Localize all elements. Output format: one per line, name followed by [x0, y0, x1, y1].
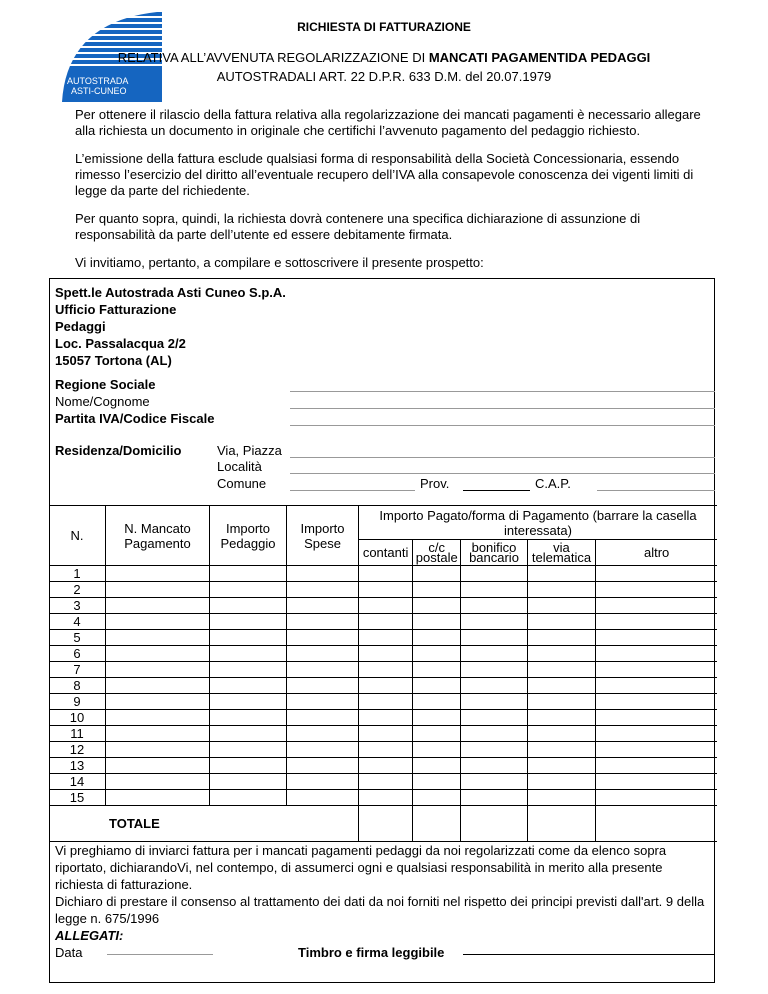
sub-telematica: via telematica: [527, 540, 596, 566]
sub-contanti: contanti: [359, 540, 413, 566]
col-header-n: N.: [49, 506, 106, 566]
paragraph-3: Per quanto sopra, quindi, la richiesta dovrà contenere una specifica dichiarazione di assunzione di responsabilità da parte dell’utente ed essere debitamente firmata.: [75, 211, 641, 242]
sub-bancario: bonifico bancario: [461, 540, 527, 566]
table-cell[interactable]: [359, 710, 413, 726]
table-cell[interactable]: [527, 726, 596, 742]
nome-label: Nome/Cognome: [55, 394, 150, 409]
table-cell[interactable]: [413, 566, 461, 582]
table-cell[interactable]: [527, 742, 596, 758]
row-number: 1: [49, 566, 106, 582]
table-cell[interactable]: [413, 646, 461, 662]
row-number: 4: [49, 614, 106, 630]
table-cell[interactable]: [461, 694, 527, 710]
table-cell[interactable]: [461, 582, 527, 598]
table-row: [49, 742, 717, 758]
table-cell[interactable]: [287, 790, 359, 806]
totale-label: TOTALE: [49, 806, 359, 842]
row-number: 12: [49, 742, 106, 758]
address-line-4: Loc. Passalacqua 2/2: [55, 336, 186, 351]
table-cell[interactable]: [596, 790, 717, 806]
table-row: [49, 662, 717, 678]
table-cell[interactable]: [359, 678, 413, 694]
table-cell[interactable]: [596, 646, 717, 662]
table-cell[interactable]: [461, 726, 527, 742]
table-cell[interactable]: [527, 582, 596, 598]
table-row: [49, 726, 717, 742]
table-row: [49, 582, 717, 598]
table-cell[interactable]: [210, 630, 287, 646]
table-cell[interactable]: [413, 582, 461, 598]
table-cell[interactable]: [106, 630, 210, 646]
table-cell[interactable]: [413, 598, 461, 614]
table-cell[interactable]: [359, 758, 413, 774]
table-cell[interactable]: [527, 662, 596, 678]
table-cell[interactable]: [527, 630, 596, 646]
table-cell[interactable]: [210, 694, 287, 710]
table-row: [49, 646, 717, 662]
firma-field[interactable]: [463, 954, 715, 955]
table-cell[interactable]: [106, 582, 210, 598]
row-number: 15: [49, 790, 106, 806]
table-cell[interactable]: [413, 726, 461, 742]
piva-label: Partita IVA/Codice Fiscale: [55, 411, 215, 426]
table-row: [49, 710, 717, 726]
table-cell[interactable]: [527, 646, 596, 662]
table-cell[interactable]: [359, 694, 413, 710]
table-cell[interactable]: [287, 582, 359, 598]
table-cell[interactable]: [287, 598, 359, 614]
table-cell[interactable]: [359, 566, 413, 582]
table-cell[interactable]: [596, 614, 717, 630]
row-number: 8: [49, 678, 106, 694]
table-cell[interactable]: [359, 614, 413, 630]
localita-label: Località: [217, 459, 262, 474]
table-cell[interactable]: [413, 790, 461, 806]
table-row: [49, 566, 717, 582]
allegati-label: ALLEGATI:: [55, 928, 124, 943]
table-cell[interactable]: [527, 678, 596, 694]
cap-label: C.A.P.: [535, 476, 571, 491]
prov-field[interactable]: [463, 490, 530, 491]
table-cell[interactable]: [413, 710, 461, 726]
row-number: 13: [49, 758, 106, 774]
table-cell[interactable]: [413, 774, 461, 790]
table-cell[interactable]: [210, 662, 287, 678]
table-cell[interactable]: [106, 694, 210, 710]
prov-label: Prov.: [420, 476, 450, 491]
comune-label: Comune: [217, 476, 267, 491]
data-field[interactable]: [107, 954, 213, 955]
table-cell[interactable]: [287, 614, 359, 630]
address-line-3: Pedaggi: [55, 319, 106, 334]
table-cell[interactable]: [359, 790, 413, 806]
table-cell[interactable]: [461, 614, 527, 630]
table-cell[interactable]: [210, 742, 287, 758]
comune-field[interactable]: [290, 490, 415, 491]
sub-postale: c/c postale: [413, 540, 461, 566]
payments-table: [49, 505, 717, 842]
nome-field[interactable]: [290, 408, 715, 409]
table-cell[interactable]: [596, 662, 717, 678]
address-line-5: 15057 Tortona (AL): [55, 353, 172, 368]
table-cell[interactable]: [106, 726, 210, 742]
footer-text-2: Dichiaro di prestare il consenso al trattamento dei dati da noi forniti nel rispetto dei principi previsti dall'art. 9 della legge n. 675/1996: [55, 894, 705, 926]
table-cell[interactable]: [359, 774, 413, 790]
table-row: [49, 630, 717, 646]
table-cell[interactable]: [527, 614, 596, 630]
residenza-label: Residenza/Domicilio: [55, 443, 182, 458]
row-number: 10: [49, 710, 106, 726]
paragraph-1: Per ottenere il rilascio della fattura relativa alla regolarizzazione dei mancati pagamenti è necessario allegare alla richiesta un documento in originale che certifichi l’avvenuto pagamento del pedaggio richiesto.: [75, 107, 701, 138]
table-cell[interactable]: [106, 710, 210, 726]
col-header-pagato: Importo Pagato/forma di Pagamento (barrare la casella interessata): [359, 506, 718, 540]
totale-cell[interactable]: [596, 806, 717, 842]
table-cell[interactable]: [359, 662, 413, 678]
sub-altro: altro: [596, 540, 717, 566]
table-cell[interactable]: [106, 774, 210, 790]
table-cell[interactable]: [596, 694, 717, 710]
table-cell[interactable]: [210, 774, 287, 790]
table-cell[interactable]: [596, 630, 717, 646]
table-cell[interactable]: [596, 598, 717, 614]
table-cell[interactable]: [210, 582, 287, 598]
table-cell[interactable]: [106, 662, 210, 678]
table-cell[interactable]: [106, 566, 210, 582]
table-cell[interactable]: [413, 630, 461, 646]
table-cell[interactable]: [106, 598, 210, 614]
totale-cell[interactable]: [413, 806, 461, 842]
table-cell[interactable]: [210, 710, 287, 726]
address-line-1: Spett.le Autostrada Asti Cuneo S.p.A.: [55, 285, 286, 300]
table-cell[interactable]: [413, 614, 461, 630]
table-row: [49, 774, 717, 790]
totale-cell[interactable]: [461, 806, 527, 842]
firma-label: Timbro e firma leggibile: [298, 945, 445, 960]
table-row: [49, 678, 717, 694]
table-cell[interactable]: [106, 790, 210, 806]
table-cell[interactable]: [210, 790, 287, 806]
table-cell[interactable]: [287, 758, 359, 774]
row-number: 6: [49, 646, 106, 662]
piva-field[interactable]: [290, 425, 715, 426]
table-cell[interactable]: [596, 758, 717, 774]
table-cell[interactable]: [210, 726, 287, 742]
table-cell[interactable]: [413, 678, 461, 694]
table-cell[interactable]: [287, 694, 359, 710]
table-cell[interactable]: [413, 662, 461, 678]
paragraph-2: L’emissione della fattura esclude qualsiasi forma di responsabilità della Società Concessionaria, essendo rimesso l’esercizio del diritto all’eventuale recupero dell’IVA alla consapevole conoscenza dei vigenti limiti di legge da parte del richiedente.: [75, 151, 694, 198]
table-cell[interactable]: [596, 710, 717, 726]
table-cell[interactable]: [461, 678, 527, 694]
table-cell[interactable]: [461, 598, 527, 614]
table-cell[interactable]: [210, 678, 287, 694]
table-cell[interactable]: [596, 774, 717, 790]
footer-text-1: Vi preghiamo di inviarci fattura per i mancati pagamenti pedaggi da noi regolarizzati come da elenco sopra riportato, dichiarandoVi, nel contempo, di assumerci ogni e qualsiasi responsabilità in merito alla presente richiesta di fatturazione.: [55, 843, 667, 892]
via-field[interactable]: [290, 457, 715, 458]
table-cell[interactable]: [596, 566, 717, 582]
table-cell[interactable]: [527, 710, 596, 726]
subtitle-prefix: RELATIVA ALL’AVVENUTA REGOLARIZZAZIONE DI: [117, 50, 429, 65]
col-header-mancato: N. Mancato Pagamento: [106, 506, 210, 566]
table-row: [49, 790, 717, 806]
table-cell[interactable]: [461, 710, 527, 726]
table-cell[interactable]: [461, 758, 527, 774]
table-cell[interactable]: [527, 598, 596, 614]
row-number: 2: [49, 582, 106, 598]
table-row: [49, 694, 717, 710]
table-cell[interactable]: [527, 566, 596, 582]
row-number: 7: [49, 662, 106, 678]
document-title: RICHIESTA DI FATTURAZIONE: [297, 20, 471, 34]
table-cell[interactable]: [106, 646, 210, 662]
table-cell[interactable]: [210, 566, 287, 582]
row-number: 11: [49, 726, 106, 742]
table-cell[interactable]: [413, 758, 461, 774]
address-line-2: Ufficio Fatturazione: [55, 302, 177, 317]
table-cell[interactable]: [596, 726, 717, 742]
col-header-spese: Importo Spese: [287, 506, 359, 566]
table-cell[interactable]: [359, 630, 413, 646]
table-row: [49, 598, 717, 614]
table-cell[interactable]: [287, 678, 359, 694]
logo-text-1: AUTOSTRADA: [67, 76, 129, 86]
table-cell[interactable]: [106, 742, 210, 758]
table-cell[interactable]: [461, 646, 527, 662]
table-cell[interactable]: [461, 662, 527, 678]
table-cell[interactable]: [461, 774, 527, 790]
table-cell[interactable]: [106, 614, 210, 630]
table-cell[interactable]: [596, 742, 717, 758]
data-label: Data: [55, 945, 83, 960]
logo-text-2: ASTI-CUNEO: [71, 86, 127, 96]
table-cell[interactable]: [413, 694, 461, 710]
totale-cell[interactable]: [359, 806, 413, 842]
table-cell[interactable]: [461, 742, 527, 758]
row-number: 14: [49, 774, 106, 790]
table-cell[interactable]: [210, 758, 287, 774]
regione-field[interactable]: [290, 391, 715, 392]
table-cell[interactable]: [210, 646, 287, 662]
table-cell[interactable]: [596, 678, 717, 694]
paragraph-4: Vi invitiamo, pertanto, a compilare e sottoscrivere il presente prospetto:: [75, 255, 484, 270]
table-cell[interactable]: [106, 678, 210, 694]
subtitle-bold: MANCATI PAGAMENTIDA PEDAGGI: [428, 50, 651, 65]
table-row: [49, 758, 717, 774]
table-cell[interactable]: [287, 662, 359, 678]
table-cell[interactable]: [287, 726, 359, 742]
table-cell[interactable]: [210, 614, 287, 630]
table-cell[interactable]: [287, 566, 359, 582]
table-cell[interactable]: [359, 742, 413, 758]
regione-label: Regione Sociale: [55, 377, 156, 392]
table-cell[interactable]: [461, 790, 527, 806]
row-number: 9: [49, 694, 106, 710]
table-cell[interactable]: [359, 598, 413, 614]
subtitle-line-1: [0, 50, 768, 65]
table-cell[interactable]: [210, 598, 287, 614]
table-cell[interactable]: [596, 582, 717, 598]
via-label: Via, Piazza: [217, 443, 282, 458]
table-cell[interactable]: [106, 758, 210, 774]
totale-cell[interactable]: [527, 806, 596, 842]
table-cell[interactable]: [461, 630, 527, 646]
table-row: [49, 614, 717, 630]
col-header-importo: Importo Pedaggio: [210, 506, 287, 566]
table-cell[interactable]: [287, 646, 359, 662]
table-cell[interactable]: [287, 742, 359, 758]
cap-field[interactable]: [597, 490, 715, 491]
table-cell[interactable]: [461, 566, 527, 582]
table-cell[interactable]: [527, 758, 596, 774]
table-cell[interactable]: [287, 630, 359, 646]
table-cell[interactable]: [359, 726, 413, 742]
row-number: 3: [49, 598, 106, 614]
table-cell[interactable]: [287, 710, 359, 726]
row-number: 5: [49, 630, 106, 646]
localita-field[interactable]: [290, 473, 715, 474]
table-cell[interactable]: [527, 694, 596, 710]
table-cell[interactable]: [287, 774, 359, 790]
subtitle-line-2: AUTOSTRADALI ART. 22 D.P.R. 633 D.M. del 20.07.1979: [216, 69, 552, 84]
table-cell[interactable]: [359, 646, 413, 662]
table-cell[interactable]: [413, 742, 461, 758]
table-cell[interactable]: [359, 582, 413, 598]
table-cell[interactable]: [527, 790, 596, 806]
table-cell[interactable]: [527, 774, 596, 790]
